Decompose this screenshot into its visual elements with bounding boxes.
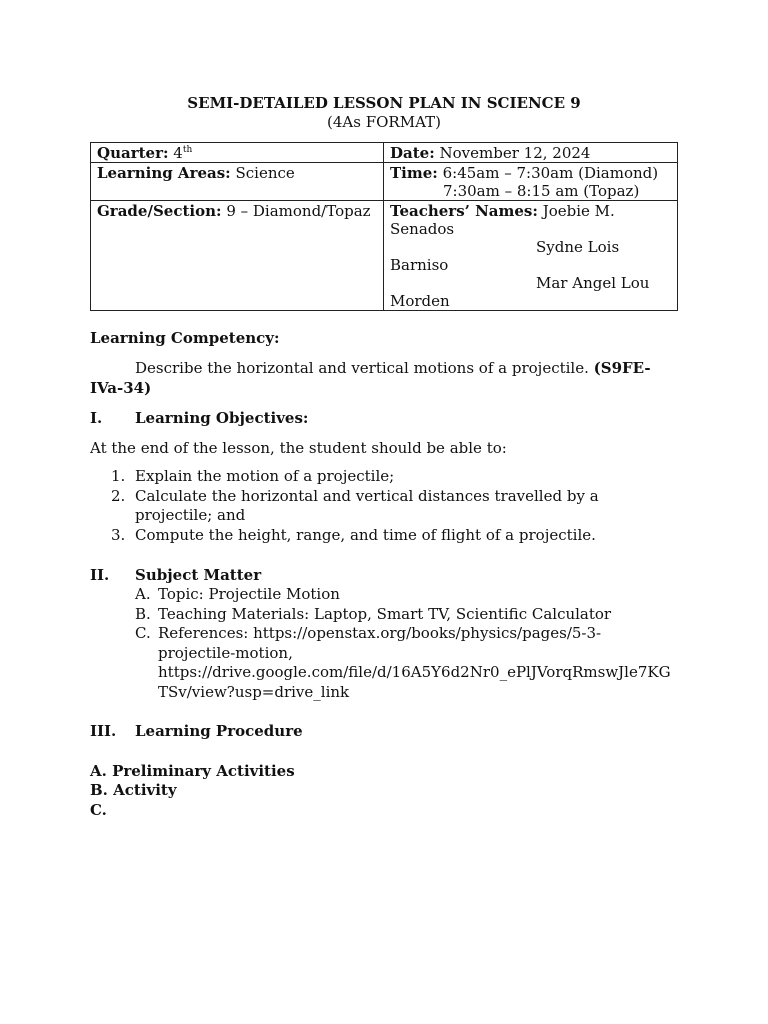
subject-matter-numeral: II. (90, 566, 110, 584)
procedure-heading-row (90, 721, 680, 741)
time-line-1: 6:45am – 7:30am (Diamond) (442, 164, 659, 182)
quarter-label: Quarter: (97, 144, 169, 162)
procedure-item-a: A. Preliminary Activities (90, 762, 295, 780)
quarter-cell (91, 143, 384, 163)
procedure-item-b: B. Activity (90, 781, 177, 799)
subject-matter-heading: Subject Matter (135, 566, 262, 584)
competency-text: Describe the horizontal and vertical motions of a projectile. (135, 359, 589, 377)
teacher-3-last: Morden (390, 292, 450, 310)
grade-section-label: Grade/Section: (97, 202, 222, 220)
objectives-list-wrap (90, 467, 680, 545)
objectives-list (90, 467, 680, 545)
procedure-numeral: III. (90, 722, 117, 740)
list-item-text-continued: projectile; and (135, 506, 246, 524)
grade-section-cell (91, 201, 384, 311)
learning-areas-cell (91, 163, 384, 201)
list-item-number: 1. (111, 467, 126, 485)
competency-code-part-2: IVa-34) (90, 379, 152, 397)
teacher-2-last: Barniso (390, 256, 449, 274)
objectives-numeral: I. (90, 409, 103, 427)
subject-matter-list (90, 585, 680, 702)
list-item-text: Explain the motion of a projectile; (135, 467, 395, 485)
competency-code-part-1: (S9FE- (593, 359, 651, 377)
teacher-3-first: Mar Angel Lou (536, 274, 650, 292)
date-label: Date: (390, 144, 435, 162)
list-item (90, 605, 680, 625)
subject-matter-list-wrap (90, 585, 680, 702)
list-item (90, 585, 680, 605)
time-label: Time: (390, 164, 438, 182)
list-item (90, 526, 680, 546)
teachers-label: Teachers’ Names: (390, 202, 538, 220)
subject-matter-heading-row (90, 565, 680, 585)
competency-heading: Learning Competency: (90, 329, 280, 347)
time-cell (384, 163, 678, 201)
list-item-text: Calculate the horizontal and vertical distances travelled by a (135, 486, 599, 505)
procedure-heading: Learning Procedure (135, 722, 303, 740)
list-item (90, 624, 680, 702)
list-item-text: Compute the height, range, and time of flight of a projectile. (135, 525, 596, 544)
document-subtitle: (4As FORMAT) (327, 113, 441, 131)
date-value: November 12, 2024 (439, 144, 591, 162)
lesson-info-table (90, 142, 678, 311)
list-item-letter: A. (135, 585, 151, 603)
procedure-item-c: C. (90, 801, 107, 819)
document-title: SEMI-DETAILED LESSON PLAN IN SCIENCE 9 (187, 94, 581, 112)
references-line-3: https://drive.google.com/file/d/16A5Y6d2Nr0_ePlJVorqRmswJle7KG (158, 663, 671, 681)
references-line-2: projectile-motion, (158, 643, 293, 662)
time-line-2: 7:30am – 8:15 am (Topaz) (443, 182, 640, 200)
references-line-1: References: https://openstax.org/books/physics/pages/5-3- (158, 624, 602, 642)
list-item-letter: C. (135, 624, 151, 642)
references-line-4: TSv/view?usp=drive_link (158, 682, 350, 701)
list-item-number: 3. (111, 525, 126, 544)
list-item-letter: B. (135, 604, 151, 623)
list-item-text: Topic: Projectile Motion (158, 585, 340, 603)
list-item (90, 487, 680, 526)
teacher-2-first: Sydne Lois (536, 238, 620, 256)
list-item-number: 2. (111, 486, 126, 505)
grade-section-value: 9 – Diamond/Topaz (226, 202, 371, 220)
objectives-heading-row (90, 408, 680, 428)
quarter-superscript: th (182, 145, 193, 155)
teacher-1-first: Joebie M. (542, 202, 615, 220)
teachers-cell (384, 201, 678, 311)
learning-areas-label: Learning Areas: (97, 164, 231, 182)
quarter-value: 4 (173, 144, 183, 162)
objectives-heading: Learning Objectives: (135, 409, 309, 427)
date-cell (384, 143, 678, 163)
list-item (90, 467, 680, 487)
table-row (91, 201, 678, 311)
teacher-1-last: Senados (390, 220, 455, 238)
objectives-intro: At the end of the lesson, the student should be able to: (90, 439, 507, 457)
list-item-text: Teaching Materials: Laptop, Smart TV, Scientific Calculator (158, 604, 612, 623)
table-row (91, 143, 678, 163)
learning-areas-value: Science (235, 164, 295, 182)
table-row (91, 163, 678, 201)
competency-body (90, 358, 680, 398)
